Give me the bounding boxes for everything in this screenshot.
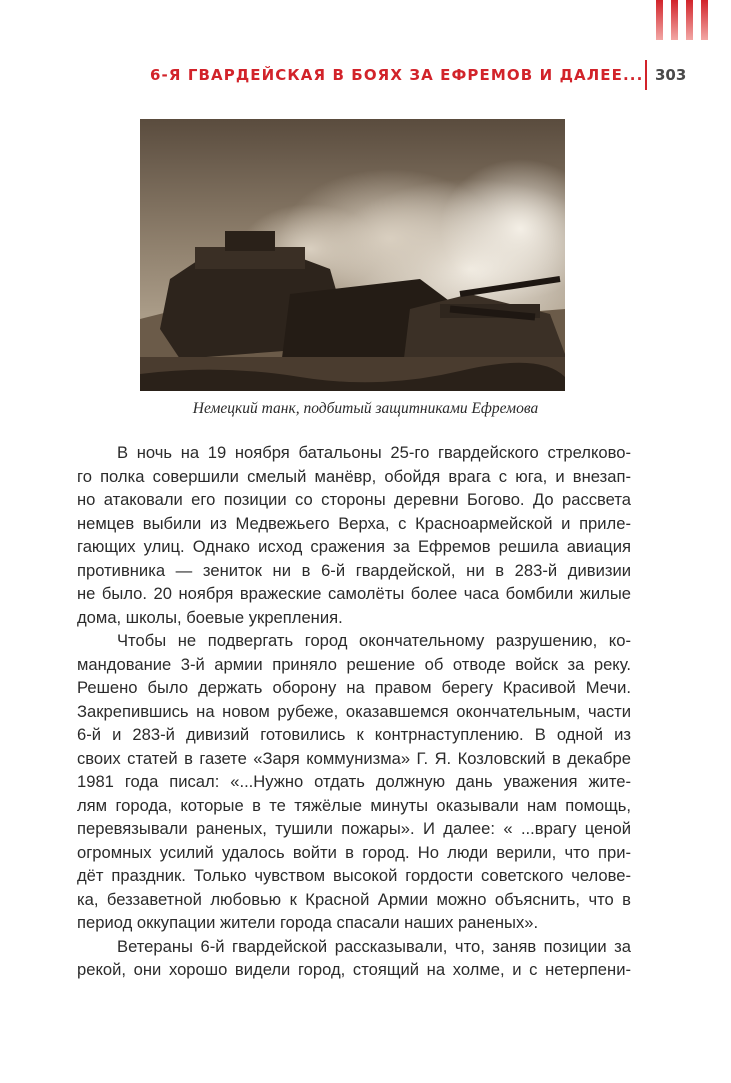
text-line: дёт праздник. Только чувством высокой гордости советского челове- [77,866,631,885]
stripe [701,0,708,40]
paragraph [77,935,631,982]
tank-photo [140,119,565,391]
text-line: огромных усилий удалось войти в город. Но люди верили, что при- [77,842,631,862]
decorative-stripes [652,0,731,40]
text-line: рекой, они хорошо видели город, стоящий на холме, и с нетерпени- [77,960,631,979]
text-line: период оккупации жители города спасали наших раненых». [77,913,539,932]
text-line: противника — зениток ни в 6-й гвардейской, ни в 283-й дивизии [77,560,631,580]
text-line: но атаковали его позиции со стороны деревни Богово. До рассвета [77,490,631,509]
tank-photo-image [140,119,565,391]
text-line: Решено было держать оборону на правом берегу Красивой Мечи. [77,678,631,697]
text-line: 1981 года писал: «...Нужно отдать должную дань уважения жите- [77,772,631,791]
text-line: Закрепившись на новом рубеже, оказавшемся окончательным, части [77,701,631,721]
text-line: ка, беззаветной любовью к Красной Армии можно объяснить, что в [77,889,631,909]
body-text [77,441,631,982]
paragraph [77,441,631,629]
text-line: го полка совершили смелый манёвр, обойдя врага с юга, и внезап- [77,466,631,486]
text-line: В ночь на 19 ноября батальоны 25-го гвардейского стрелково- [117,443,631,462]
text-line: не было. 20 ноября вражеские самолёты более часа бомбили жилые [77,584,631,603]
text-line: Чтобы не подвергать город окончательному разрушению, ко- [117,631,631,650]
page-number: 303 [655,66,687,84]
text-line: гающих улиц. Однако исход сражения за Ефремов решила авиация [77,537,631,556]
stripe [686,0,693,40]
header-divider [645,60,647,90]
figure-caption: Немецкий танк, подбитый защитниками Ефремова [192,400,539,417]
running-title: 6-Я ГВАРДЕЙСКАЯ В БОЯХ ЗА ЕФРЕМОВ И ДАЛЕЕ... [150,66,644,84]
text-line: Ветераны 6-й гвардейской рассказывали, что, заняв позиции за [117,936,631,956]
text-line: мандование 3-й армии приняло решение об отводе войск за реку. [77,654,631,674]
text-line: перевязывали раненых, тушили пожары». И далее: « ...врагу ценой [77,819,631,838]
stripe [656,0,663,40]
text-line: лям города, которые в те тяжёлые минуты оказывали нам помощь, [77,795,631,815]
text-line: немцев выбили из Медвежьего Верха, с Красноармейской и приле- [77,513,631,533]
stripe [671,0,678,40]
text-line: дома, школы, боевые укрепления. [77,607,343,627]
text-line: 6-й и 283-й дивизий готовились к контрнаступлению. В одной из [77,725,631,744]
text-line: своих статей в газете «Заря коммунизма» Г. Я. Козловский в декабре [77,748,631,768]
paragraph [77,629,631,935]
